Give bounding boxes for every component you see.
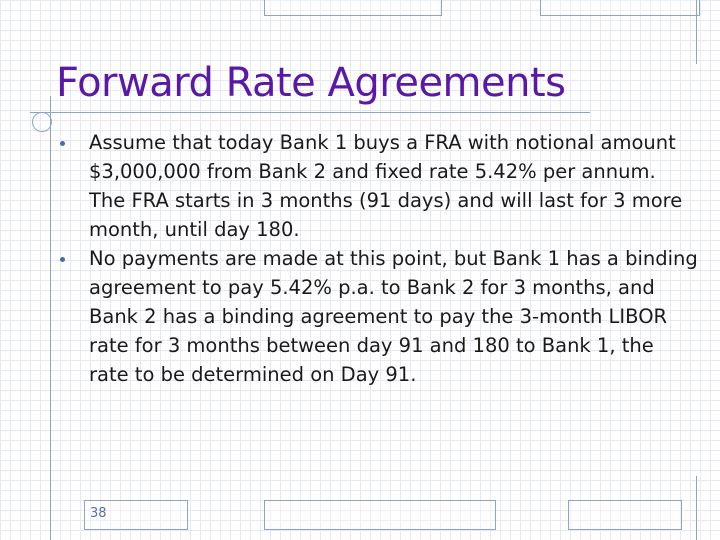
bullet-list [58, 128, 698, 389]
bullet-item [58, 128, 698, 244]
title-left-rule [50, 96, 51, 540]
bottom-decor-line [696, 476, 697, 540]
slide-title: Forward Rate Agreements [56, 60, 566, 106]
page-number: 38 [90, 506, 107, 521]
bullet-text: No payments are made at this point, but Bank 1 has a binding agreement to pay 5.42% p.a. to Bank 2 for 3 months, and Bank 2 has a binding agreement to pay the 3-month LIBOR rate for 3 months between day 91 and 180 to Bank 1, the rate to be determined on Day 91. [89, 247, 698, 386]
top-decor-box-1 [264, 0, 442, 16]
title-underline [30, 112, 590, 113]
bottom-decor-box-3 [568, 500, 682, 530]
bottom-decor-box-2 [264, 500, 496, 530]
bullet-dot-icon [60, 257, 65, 262]
bullet-text: Assume that today Bank 1 buys a FRA with notional amount $3,000,000 from Bank 2 and fixed rate 5.42% per annum. The FRA starts in 3 months (91 days) and will last for 3 more month, until day 180. [89, 131, 683, 241]
title-circle-decor [32, 112, 52, 132]
bullet-item [58, 244, 698, 389]
bullet-dot-icon [60, 141, 65, 146]
top-decor-box-2 [540, 0, 700, 16]
top-decor-line [696, 0, 697, 64]
